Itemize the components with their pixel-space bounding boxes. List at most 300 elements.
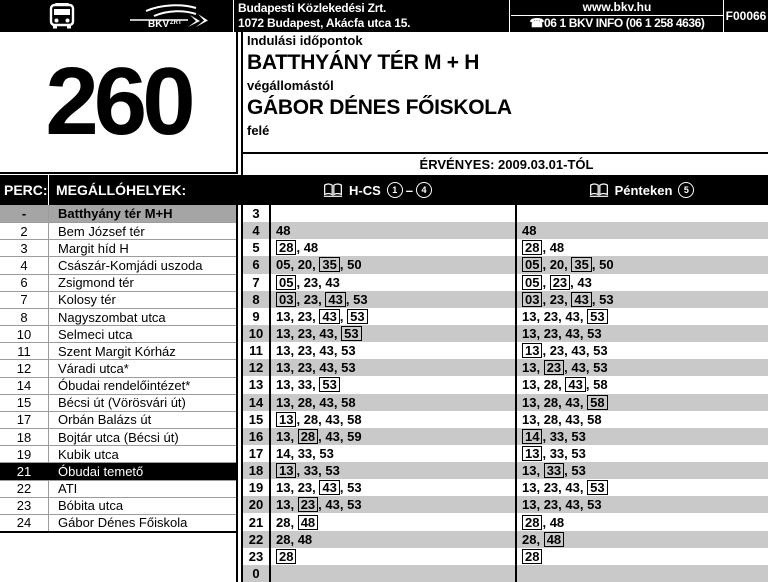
- minutes-cell: 13 , 33 , 53: [522, 463, 586, 479]
- minute: 23: [543, 326, 559, 342]
- boxed-minute: 13: [276, 463, 296, 478]
- minute: 14: [276, 445, 291, 461]
- minutes-cell: 14 , 33 , 53: [517, 428, 768, 445]
- hour-cell: 16: [243, 428, 271, 445]
- stop-travel-minutes: 18: [0, 429, 49, 445]
- minute: 13: [522, 411, 537, 427]
- minutes-cell: 13 , 23 , 43 , 53: [271, 308, 517, 325]
- stop-name: Batthyány tér M+H: [58, 206, 173, 222]
- stop-travel-minutes: 21: [0, 463, 49, 479]
- hour-cell: 21: [243, 513, 271, 530]
- hour-cell: 19: [243, 479, 271, 496]
- minute: 13: [276, 360, 291, 376]
- minute: 23: [549, 343, 565, 359]
- minute: 13: [522, 360, 537, 376]
- minutes-cell: [271, 205, 517, 222]
- minute: 58: [347, 411, 362, 427]
- minute: 23: [549, 291, 565, 307]
- timetable-row: [243, 205, 768, 222]
- minutes-cell: 13 , 33 , 53: [517, 445, 768, 462]
- boxed-minute: 23: [298, 497, 318, 512]
- minute: 48: [522, 223, 537, 239]
- minute: 53: [571, 428, 586, 444]
- minute: 23: [297, 343, 313, 359]
- open-book-icon: [589, 183, 609, 198]
- stop-row: [0, 325, 236, 342]
- minutes-cell: 13 , 23 , 43 , 53: [517, 342, 768, 359]
- minute: 53: [593, 360, 608, 376]
- stop-row: [0, 394, 236, 411]
- stops-panel: [0, 205, 238, 582]
- stop-row: [0, 462, 236, 479]
- minute: 13: [276, 428, 291, 444]
- stop-name: Szent Margit Kórház: [58, 343, 176, 359]
- minute: 23: [543, 308, 559, 324]
- minute: 23: [303, 291, 319, 307]
- minute: 23: [543, 497, 559, 513]
- hour-cell: 23: [243, 548, 271, 565]
- boxed-minute: 05: [522, 275, 542, 290]
- minutes-cell: [271, 548, 517, 565]
- stop-travel-minutes: 12: [0, 360, 49, 376]
- origin-suffix: végállomástól: [247, 78, 334, 93]
- stop-name: Nagyszombat utca: [58, 309, 166, 325]
- minutes-cell: 28 , 48: [517, 513, 768, 530]
- minute: 13: [522, 308, 537, 324]
- boxed-minute: 13: [522, 446, 542, 461]
- minutes-cell: [271, 565, 517, 582]
- minute: 53: [319, 445, 334, 461]
- timetable-body: [241, 205, 768, 582]
- timetable-row: [243, 496, 768, 513]
- timetable-row: [243, 256, 768, 273]
- company-address-block: [238, 1, 506, 31]
- svg-text:BKV: BKV: [148, 19, 170, 29]
- boxed-minute: 23: [550, 275, 570, 290]
- stop-name: ATI: [58, 481, 78, 497]
- minute: 28: [276, 514, 291, 530]
- boxed-minute: 03: [522, 292, 542, 307]
- minutes-cell: [517, 565, 768, 582]
- stop-row: [0, 256, 236, 273]
- minute: 20: [297, 257, 313, 273]
- timetable-row: [243, 291, 768, 308]
- phone-icon: ☎: [529, 16, 545, 30]
- minute: 58: [587, 411, 602, 427]
- stop-row: [0, 445, 236, 462]
- minute: 53: [587, 326, 602, 342]
- boxed-minute: 05: [276, 275, 296, 290]
- stop-row: [0, 411, 236, 428]
- minute: 48: [276, 223, 291, 239]
- stop-travel-minutes: 14: [0, 378, 49, 394]
- boxed-minute: 43: [319, 309, 339, 324]
- route-number-box: [0, 32, 238, 174]
- timetable-row: [243, 325, 768, 342]
- boxed-minute: 53: [341, 326, 361, 341]
- minute: 43: [565, 394, 580, 410]
- minute: 13: [522, 377, 537, 393]
- hour-cell: 12: [243, 359, 271, 376]
- minute: 13: [276, 394, 291, 410]
- minutes-cell: 28 , 48: [271, 531, 517, 548]
- hour-cell: 17: [243, 445, 271, 462]
- phone-number: 06 1 BKV INFO (06 1 258 4636): [544, 16, 705, 30]
- stop-row: [0, 222, 236, 239]
- stop-name: Császár-Komjádi uszoda: [58, 258, 203, 274]
- minutes-cell: 14 , 33 , 53: [271, 445, 517, 462]
- minute: 43: [325, 428, 340, 444]
- minute: 48: [549, 240, 565, 256]
- boxed-minute: 28: [522, 549, 542, 564]
- stop-travel-minutes: 24: [0, 515, 49, 531]
- logo-area: [0, 0, 233, 32]
- hour-cell: 20: [243, 496, 271, 513]
- destination-suffix: felé: [247, 123, 270, 138]
- minute: 13: [522, 463, 537, 479]
- stop-travel-minutes: -: [0, 205, 49, 222]
- hour-cell: 0: [243, 565, 271, 582]
- website-text: www.bkv.hu: [511, 0, 723, 16]
- boxed-minute: 13: [522, 343, 542, 358]
- boxed-minute: 28: [298, 429, 318, 444]
- minute: 53: [571, 463, 586, 479]
- minute: 33: [297, 377, 313, 393]
- minutes-cell: 13 , 28 , 43 , 58: [271, 411, 517, 428]
- minutes-cell: 13 , 23 , 43 , 53: [271, 479, 517, 496]
- minutes-cell: 28 , 48: [517, 531, 768, 548]
- stop-name: Gábor Dénes Főiskola: [58, 515, 188, 531]
- minutes-cell: 13 , 33 , 53: [271, 462, 517, 479]
- minute: 43: [565, 497, 580, 513]
- minute: 48: [297, 531, 313, 547]
- boxed-minute: 48: [544, 532, 564, 547]
- minute: 43: [319, 343, 334, 359]
- minutes-cell: 28 , 48: [517, 239, 768, 256]
- minutes-cell: 13 , 23 , 43 , 53: [271, 325, 517, 342]
- stop-row: [0, 274, 236, 291]
- timetable-row: [243, 513, 768, 530]
- hour-cell: 6: [243, 256, 271, 273]
- minute: 43: [319, 394, 334, 410]
- stop-travel-minutes: 2: [0, 223, 49, 239]
- stop-travel-minutes: 23: [0, 498, 49, 514]
- minute: 53: [599, 291, 614, 307]
- minutes-cell: 13 , 23 , 43 , 53: [522, 360, 608, 376]
- phone-line: [511, 16, 723, 31]
- minute: 23: [297, 480, 313, 496]
- minutes-cell: 13 , 23 , 43 , 53: [271, 496, 517, 513]
- minutes-cell: 13 , 28 , 43 , 59: [271, 428, 517, 445]
- boxed-minute: 53: [587, 480, 607, 495]
- day-range-separator: –: [405, 182, 413, 198]
- minute: 43: [571, 343, 586, 359]
- minute: 33: [297, 445, 313, 461]
- stop-row: [0, 359, 236, 376]
- minute: 58: [341, 394, 356, 410]
- minute: 13: [276, 326, 291, 342]
- minutes-cell: 05 , 23 , 43: [517, 274, 768, 291]
- timetable-row: [243, 565, 768, 582]
- timetable-row: [243, 548, 768, 565]
- boxed-minute: 43: [319, 480, 339, 495]
- stop-travel-minutes: 8: [0, 309, 49, 325]
- boxed-minute: 58: [587, 395, 607, 410]
- boxed-minute: 33: [544, 463, 564, 478]
- hour-cell: 10: [243, 325, 271, 342]
- stop-row: [0, 239, 236, 256]
- stop-row: [0, 428, 236, 445]
- hour-cell: 14: [243, 394, 271, 411]
- stop-row: [0, 291, 236, 308]
- circled-day-number: 5: [678, 182, 694, 198]
- stop-travel-minutes: 4: [0, 257, 49, 273]
- boxed-minute: 03: [276, 292, 296, 307]
- stop-name: Váradi utca*: [58, 360, 129, 376]
- stop-name: Bem József tér: [58, 223, 145, 239]
- bus-icon: [44, 2, 80, 30]
- minutes-cell: 13 , 23 , 43 , 53: [517, 479, 768, 496]
- stop-name: Kubik utca: [58, 446, 119, 462]
- boxed-minute: 14: [522, 429, 542, 444]
- boxed-minute: 53: [587, 309, 607, 324]
- minutes-cell: 03 , 23 , 43 , 53: [271, 291, 517, 308]
- minute: 13: [522, 394, 537, 410]
- minute: 13: [522, 326, 537, 342]
- stop-name: Orbán Balázs út: [58, 412, 152, 428]
- minutes-cell: 13 , 28 , 43 , 58: [517, 394, 768, 411]
- minute: 43: [565, 411, 580, 427]
- minute: 59: [347, 428, 362, 444]
- minute: 23: [297, 326, 313, 342]
- friday-label: Pénteken: [614, 182, 673, 198]
- stop-name: Bécsi út (Vörösvári út): [58, 395, 186, 411]
- timetable-row: [243, 394, 768, 411]
- timetable-row: [243, 428, 768, 445]
- stop-row: [0, 497, 236, 514]
- stop-row: [0, 377, 236, 394]
- timetable-row: [243, 239, 768, 256]
- minute: 43: [565, 308, 580, 324]
- minute: 43: [319, 360, 334, 376]
- minute: 13: [522, 497, 537, 513]
- boxed-minute: 43: [571, 292, 591, 307]
- stop-name: Óbudai temető: [58, 463, 144, 479]
- minute: 28: [276, 531, 291, 547]
- bkv-logo: [118, 3, 214, 29]
- minute: 53: [347, 480, 362, 496]
- origin-terminus: BATTHYÁNY TÉR M + H: [247, 51, 480, 74]
- minute: 43: [577, 274, 592, 290]
- minute: 28: [543, 377, 559, 393]
- minute: 23: [543, 480, 559, 496]
- stop-row: [0, 308, 236, 325]
- circled-day-number: 4: [416, 182, 432, 198]
- minutes-cell: 13 , 23 , 43 , 53: [271, 342, 517, 359]
- timetable-row: [243, 222, 768, 239]
- contact-block: [511, 0, 723, 32]
- minute: 43: [325, 274, 340, 290]
- stop-travel-minutes: 10: [0, 326, 49, 342]
- minutes-cell: 13 , 23 , 43 , 53: [522, 326, 602, 342]
- hour-cell: 22: [243, 531, 271, 548]
- route-number: 260: [45, 48, 191, 155]
- minute: 23: [297, 308, 313, 324]
- minutes-cell: 28 , 48: [271, 239, 517, 256]
- top-header-bar: [0, 0, 768, 32]
- minute: 23: [303, 274, 319, 290]
- minute: 28: [522, 531, 537, 547]
- header-divider: [509, 0, 510, 32]
- circled-day-number: 1: [387, 182, 403, 198]
- hour-cell: 11: [243, 342, 271, 359]
- stop-row: [0, 342, 236, 359]
- minute: 58: [593, 377, 608, 393]
- open-book-icon: [323, 183, 343, 198]
- departures-label: Indulási időpontok: [247, 33, 363, 48]
- minutes-cell: 03 , 23 , 43 , 53: [517, 291, 768, 308]
- form-code: F00066: [725, 9, 767, 23]
- stop-row: [0, 514, 236, 531]
- minute: 20: [549, 257, 565, 273]
- stop-travel-minutes: 7: [0, 292, 49, 308]
- hour-cell: 9: [243, 308, 271, 325]
- stop-name: Zsigmond tér: [58, 275, 134, 291]
- minutes-cell: 13 , 23 , 43 , 53: [271, 359, 517, 376]
- hour-cell: 13: [243, 376, 271, 393]
- minutes-cell: [517, 548, 768, 565]
- timetable-row: [243, 359, 768, 376]
- stop-travel-minutes: 19: [0, 446, 49, 462]
- svg-text:ZRT: ZRT: [170, 20, 182, 26]
- boxed-minute: 13: [276, 412, 296, 427]
- minute: 13: [276, 377, 291, 393]
- destination-terminus: GÁBOR DÉNES FŐISKOLA: [247, 96, 512, 119]
- minute: 05: [276, 257, 291, 273]
- validity-bar: ÉRVÉNYES: 2009.03.01-TÓL: [241, 152, 768, 177]
- stop-travel-minutes: 6: [0, 275, 49, 291]
- company-address: 1072 Budapest, Akácfa utca 15.: [238, 16, 411, 30]
- minute: 53: [587, 497, 602, 513]
- hour-cell: 8: [243, 291, 271, 308]
- minute: 53: [347, 497, 362, 513]
- minute: 48: [303, 240, 319, 256]
- minute: 28: [297, 394, 313, 410]
- minute: 33: [549, 445, 565, 461]
- column-header-bar: [0, 175, 768, 205]
- hour-cell: 15: [243, 411, 271, 428]
- minute: 28: [543, 394, 559, 410]
- hour-cell: 18: [243, 462, 271, 479]
- minutes-cell: [517, 205, 768, 222]
- stop-row: [0, 480, 236, 497]
- stop-name: Selmeci utca: [58, 326, 133, 342]
- hour-cell: 7: [243, 274, 271, 291]
- minute: 43: [325, 497, 340, 513]
- minute: 13: [276, 497, 291, 513]
- stop-travel-minutes: 22: [0, 481, 49, 497]
- minute: 33: [549, 428, 565, 444]
- stop-name: Bojtár utca (Bécsi út): [58, 429, 179, 445]
- boxed-minute: 28: [522, 515, 542, 530]
- minute: 13: [276, 480, 291, 496]
- timetable-row: [243, 376, 768, 393]
- minute: 13: [276, 308, 291, 324]
- stop-name: Óbudai rendelőintézet*: [58, 378, 191, 394]
- boxed-minute: 53: [319, 377, 339, 392]
- minutes-cell: 13 , 28 , 43 , 58: [271, 394, 517, 411]
- timetable-row: [243, 308, 768, 325]
- stop-name: Margit híd H: [58, 240, 129, 256]
- stops-list: [0, 205, 236, 533]
- minute: 28: [303, 411, 319, 427]
- boxed-minute: 28: [276, 549, 296, 564]
- stop-travel-minutes: 3: [0, 240, 49, 256]
- boxed-minute: 53: [347, 309, 367, 324]
- minute: 43: [319, 326, 334, 342]
- minutes-cell: 13 , 23 , 43 , 53: [522, 497, 602, 513]
- minutes-cell: [271, 222, 517, 239]
- minute: 13: [276, 343, 291, 359]
- minutes-cell: 05 , 20 , 35 , 50: [517, 256, 768, 273]
- hour-cell: 4: [243, 222, 271, 239]
- minutes-cell: [517, 222, 768, 239]
- boxed-minute: 23: [544, 360, 564, 375]
- hour-cell: 3: [243, 205, 271, 222]
- minute: 50: [599, 257, 614, 273]
- minute: 53: [353, 291, 368, 307]
- minute: 48: [549, 514, 565, 530]
- column-header-friday: [515, 175, 768, 205]
- hour-cell: 5: [243, 239, 271, 256]
- minute: 53: [571, 445, 586, 461]
- boxed-minute: 35: [571, 257, 591, 272]
- minute: 50: [347, 257, 362, 273]
- weekday-range-label: H-CS: [348, 182, 381, 198]
- timetable-row: [243, 342, 768, 359]
- minutes-cell: 05 , 23 , 43: [271, 274, 517, 291]
- stop-name: Kolosy tér: [58, 292, 116, 308]
- minutes-cell: 13 , 28 , 43 , 58: [522, 411, 602, 427]
- stop-travel-minutes: 17: [0, 412, 49, 428]
- stop-travel-minutes: 11: [0, 343, 49, 359]
- minute: 43: [565, 480, 580, 496]
- boxed-minute: 28: [522, 240, 542, 255]
- minute: 28: [543, 411, 559, 427]
- boxed-minute: 43: [325, 292, 345, 307]
- company-name: Budapesti Közlekedési Zrt.: [238, 1, 387, 15]
- minute: 43: [571, 360, 586, 376]
- stop-name: Bóbita utca: [58, 498, 124, 514]
- timetable-row: [243, 531, 768, 548]
- minutes-cell: 13 , 33 , 53: [271, 376, 517, 393]
- header-divider: [233, 0, 234, 32]
- stop-travel-minutes: 15: [0, 395, 49, 411]
- minutes-cell: 13 , 23 , 43 , 53: [517, 308, 768, 325]
- minutes-cell: 13 , 28 , 43 , 58: [522, 377, 608, 393]
- stop-row: [0, 205, 236, 222]
- header-divider: [48, 175, 49, 205]
- boxed-minute: 28: [276, 240, 296, 255]
- timetable-row: [243, 274, 768, 291]
- timetable-row: [243, 462, 768, 479]
- minute: 23: [297, 360, 313, 376]
- timetable-row: [243, 411, 768, 428]
- minute: 53: [341, 343, 356, 359]
- boxed-minute: 43: [565, 377, 585, 392]
- minute: 53: [593, 343, 608, 359]
- boxed-minute: 35: [319, 257, 339, 272]
